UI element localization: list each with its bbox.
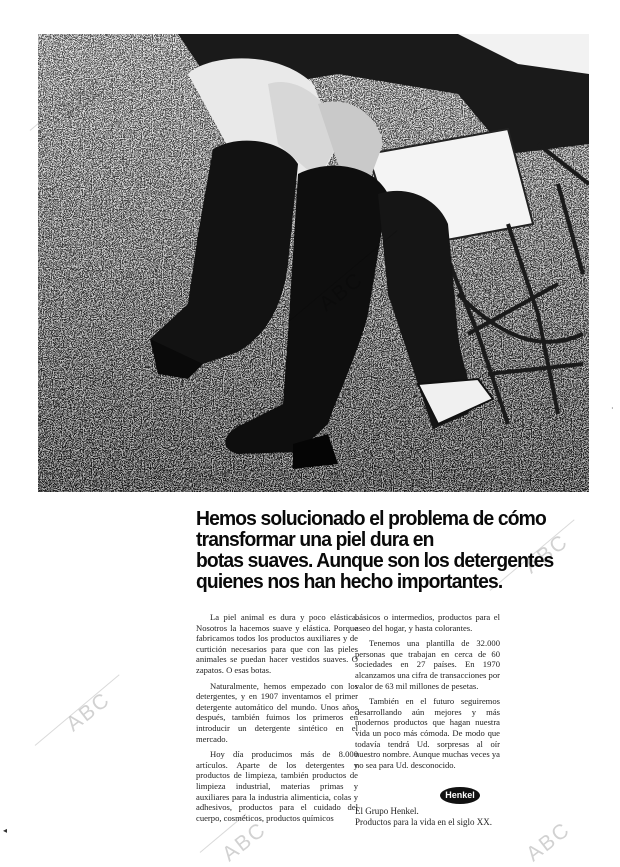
body-paragraph: Hoy día producimos más de 8.000 artículos. Aparte de los detergentes y productos de limpieza, también productos de limpieza industrial, materias primas y auxiliares para la industria alimenticia, colas y adhesivos, productos para el cuidado del cuerpo, cosméticos, productos químicos: [196, 749, 358, 823]
headline-line-2: transformar una piel dura en: [196, 528, 434, 551]
body-paragraph: Tenemos una plantilla de 32.000 personas que trabajan en cerca de 60 sociedades en 27 países. En 1970 alcanzamos una cifra de transacciones por valor de 63 mil millones de pesetas.: [355, 638, 500, 691]
abc-watermark: ABC: [520, 529, 573, 579]
margin-mark: ◂: [3, 826, 8, 835]
henkel-logo: Henkel: [440, 787, 480, 804]
headline-line-3: botas suaves. Aunque son los detergentes: [196, 549, 554, 572]
boots-photo-illustration: [38, 34, 589, 492]
headline-line-4: quienes nos han hecho importantes.: [196, 570, 503, 593]
abc-watermark: ABC: [62, 687, 115, 737]
abc-watermark: ABC: [315, 267, 368, 317]
body-column-1: [196, 612, 358, 828]
body-paragraph: También en el futuro seguiremos desarrollando aún mejores y más modernos productos que hagan nuestra vida un poco más cómoda. De modo que todavía tendrá Ud. sorpresas al oír nuestro nombre. Aunque muchas veces ya no sea para Ud. desconocido.: [355, 696, 500, 770]
body-paragraph: básicos o intermedios, productos para el aseo del hogar, y hasta colorantes.: [355, 612, 500, 633]
abc-watermark: ABC: [58, 74, 111, 124]
abc-watermark: ABC: [218, 817, 271, 867]
headline-line-1: Hemos solucionado el problema de cómo: [196, 507, 546, 530]
body-paragraph: Naturalmente, hemos empezado con los detergentes, y en 1907 inventamos el primer detergente automático del mundo. Unos años después, también fuimos los primeros en introducir un detergente sintético en el mercado.: [196, 680, 358, 744]
signature-line-2: Productos para la vida en el siglo XX.: [355, 817, 492, 827]
headline: [196, 508, 572, 592]
body-paragraph: La piel animal es dura y poco elástica. Nosotros la hacemos suave y elástica. Porque fabricamos todos los productos auxiliares y de curtición necesarios para que con las pieles animales se puedan hacer vestidos suaves. O zapatos. O esas botas.: [196, 612, 358, 675]
margin-mark: ·: [611, 404, 614, 413]
signature-line-1: El Grupo Henkel.: [355, 806, 419, 816]
signature: [355, 806, 555, 828]
abc-watermark: ABC: [522, 817, 575, 867]
body-column-2: [355, 612, 500, 775]
boots-photo: [38, 34, 589, 492]
